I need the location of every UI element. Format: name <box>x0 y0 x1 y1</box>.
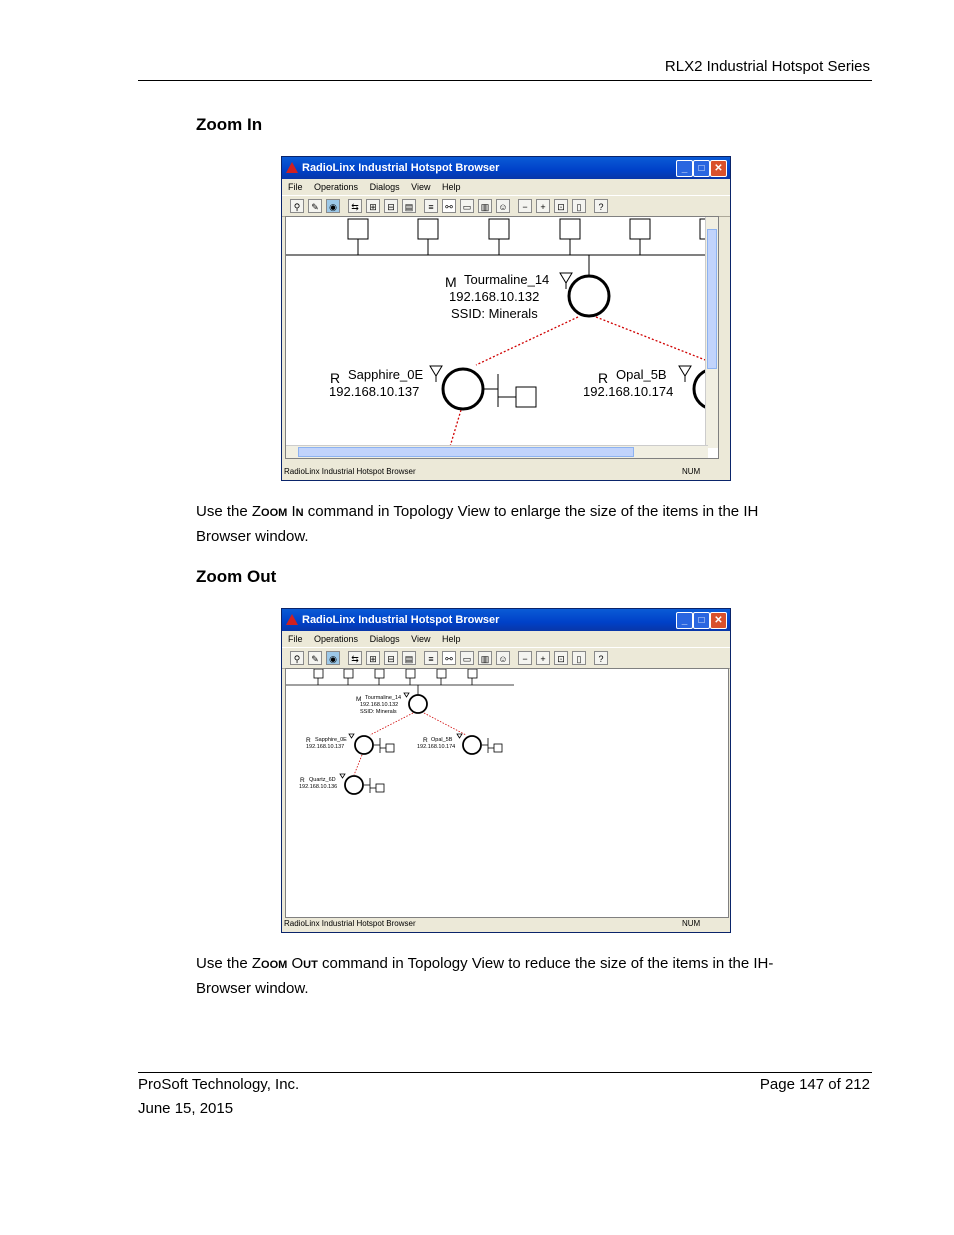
window-title: RadioLinx Industrial Hotspot Browser <box>302 162 500 174</box>
users-icon[interactable]: ☺ <box>496 199 510 213</box>
devices-icon[interactable]: ⊟ <box>384 199 398 213</box>
status-text: RadioLinx Industrial Hotspot Browser <box>284 467 416 476</box>
connect-icon[interactable]: ⇆ <box>348 199 362 213</box>
app-icon <box>286 614 298 625</box>
window-title-bar <box>282 157 730 179</box>
vertical-scroll-thumb[interactable] <box>707 229 717 369</box>
menu-operations[interactable]: Operations <box>314 182 359 192</box>
find-icon[interactable]: ⚲ <box>290 199 304 213</box>
network-icon[interactable]: ⊞ <box>366 651 380 665</box>
zoom-in-para-suffix: command in Topology View to enlarge the size of the items in the IH <box>303 503 759 520</box>
master-ip-small: 192.168.10.132 <box>360 702 399 708</box>
footer-company: ProSoft Technology, Inc. <box>138 1076 300 1093</box>
zoom-in-icon[interactable]: + <box>536 199 550 213</box>
zoom-in-window <box>281 156 731 481</box>
horizontal-scroll-thumb[interactable] <box>298 447 634 457</box>
zoom-in-cmd-i: I <box>291 503 296 520</box>
menu-view[interactable]: View <box>411 182 431 192</box>
zoom-out-cmd-ut: UT <box>303 959 318 971</box>
wand-icon[interactable]: ✎ <box>308 651 322 665</box>
help-icon[interactable]: ? <box>594 199 608 213</box>
toolbar <box>282 195 730 217</box>
minimize-button[interactable]: _ <box>676 160 693 177</box>
zoom-in-cmd-n: N <box>295 507 304 519</box>
status-text: RadioLinx Industrial Hotspot Browser <box>284 919 416 928</box>
repeater2-role: R <box>598 370 609 386</box>
repeater3-ip-small: 192.168.10.136 <box>299 784 338 790</box>
repeater1-role-small: R <box>306 737 311 744</box>
status-num: NUM <box>682 467 701 476</box>
zoom-in-paragraph <box>196 500 816 549</box>
repeater1-role: R <box>330 370 341 386</box>
repeater2-ip-small: 192.168.10.174 <box>417 744 456 750</box>
maximize-button[interactable]: □ <box>693 612 710 629</box>
zoom-out-icon[interactable]: − <box>518 199 532 213</box>
window-title: RadioLinx Industrial Hotspot Browser <box>302 614 500 626</box>
master-name-small: Tourmaline_14 <box>365 695 402 701</box>
menu-file[interactable]: File <box>288 182 303 192</box>
horizontal-scrollbar[interactable] <box>286 445 708 458</box>
zoom-in-heading: Zoom In <box>196 115 263 134</box>
zoom-in-cmd-z: Z <box>251 503 262 520</box>
zoom-out-cmd-o: O <box>291 955 304 972</box>
devices-icon[interactable]: ⊟ <box>384 651 398 665</box>
radio-icon[interactable]: ◉ <box>326 651 340 665</box>
zoom-out-icon[interactable]: − <box>518 651 532 665</box>
network-icon[interactable]: ⊞ <box>366 199 380 213</box>
repeater3-role-small: R <box>300 777 305 784</box>
list-view-icon[interactable]: ≡ <box>424 651 438 665</box>
topology-canvas-zoomed-in[interactable] <box>285 216 719 459</box>
repeater2-role-small: R <box>423 737 428 744</box>
fit-icon[interactable]: ⊡ <box>554 199 568 213</box>
zoom-in-cmd-oom: OOM <box>261 507 288 519</box>
repeater1-name-small: Sapphire_0E <box>315 737 347 743</box>
monitor-icon[interactable]: ▭ <box>460 199 474 213</box>
document-icon[interactable]: ▯ <box>572 651 586 665</box>
help-icon[interactable]: ? <box>594 651 608 665</box>
minimize-button[interactable]: _ <box>676 612 693 629</box>
topology-diagram-small <box>286 669 729 918</box>
app-icon <box>286 162 298 173</box>
master-ssid-small: SSID: Minerals <box>360 709 397 715</box>
repeater2-name: Opal_5B <box>616 367 667 382</box>
close-button[interactable]: ✕ <box>710 160 727 177</box>
menu-file[interactable]: File <box>288 634 303 644</box>
menu-dialogs[interactable]: Dialogs <box>369 182 400 192</box>
chart-icon[interactable]: ▥ <box>478 199 492 213</box>
zoom-out-para-line2: Browser window. <box>196 980 309 997</box>
zoom-in-para-line2: Browser window. <box>196 528 309 545</box>
master-ip: 192.168.10.132 <box>449 289 540 304</box>
document-icon[interactable]: ▯ <box>572 199 586 213</box>
radio-icon[interactable]: ◉ <box>326 199 340 213</box>
repeater2-name-small: Opal_5B <box>431 737 453 743</box>
footer-page: Page 147 of 212 <box>759 1076 870 1093</box>
repeater3-name-small: Quartz_6D <box>309 777 336 783</box>
topology-view-icon[interactable]: ⚯ <box>442 651 456 665</box>
vertical-scrollbar[interactable] <box>705 217 718 448</box>
repeater1-ip: 192.168.10.137 <box>329 384 420 399</box>
toolbar <box>282 647 730 669</box>
list-view-icon[interactable]: ≡ <box>424 199 438 213</box>
topology-diagram <box>286 217 719 459</box>
menu-operations[interactable]: Operations <box>314 634 359 644</box>
zoom-out-para-prefix: Use the <box>196 955 252 972</box>
users-icon[interactable]: ☺ <box>496 651 510 665</box>
menu-bar <box>282 179 730 195</box>
zoom-out-paragraph <box>196 952 816 1001</box>
footer-date: June 15, 2015 <box>138 1100 234 1117</box>
master-role-small: M <box>356 696 362 703</box>
repeater1-ip-small: 192.168.10.137 <box>306 744 345 750</box>
properties-icon[interactable]: ▤ <box>402 651 416 665</box>
status-bar <box>284 918 728 930</box>
menu-view[interactable]: View <box>411 634 431 644</box>
window-title-bar <box>282 609 730 631</box>
properties-icon[interactable]: ▤ <box>402 199 416 213</box>
close-button[interactable]: ✕ <box>710 612 727 629</box>
menu-help[interactable]: Help <box>441 182 461 192</box>
zoom-in-icon[interactable]: + <box>536 651 550 665</box>
zoom-out-heading: Zoom Out <box>196 567 277 586</box>
repeater1-name: Sapphire_0E <box>348 367 424 382</box>
chart-icon[interactable]: ▥ <box>478 651 492 665</box>
menu-dialogs[interactable]: Dialogs <box>369 634 400 644</box>
zoom-out-cmd-z: Z <box>251 955 262 972</box>
master-ssid: SSID: Minerals <box>451 306 538 321</box>
zoom-out-window <box>281 608 731 933</box>
repeater2-ip: 192.168.10.174 <box>583 384 674 399</box>
master-role: M <box>445 274 457 290</box>
footer-rule <box>138 1072 872 1073</box>
header-rule <box>138 80 872 81</box>
header-series: RLX2 Industrial Hotspot Series <box>664 58 870 75</box>
monitor-icon[interactable]: ▭ <box>460 651 474 665</box>
zoom-in-para-prefix: Use the <box>196 503 252 520</box>
maximize-button[interactable]: □ <box>693 160 710 177</box>
zoom-out-para-suffix: command in Topology View to reduce the size of the items in the IH- <box>317 955 774 972</box>
topology-view-icon[interactable]: ⚯ <box>442 199 456 213</box>
status-num: NUM <box>682 919 701 928</box>
menu-bar <box>282 631 730 647</box>
find-icon[interactable]: ⚲ <box>290 651 304 665</box>
wand-icon[interactable]: ✎ <box>308 199 322 213</box>
connect-icon[interactable]: ⇆ <box>348 651 362 665</box>
fit-icon[interactable]: ⊡ <box>554 651 568 665</box>
topology-canvas-zoomed-out[interactable] <box>285 668 729 918</box>
master-name: Tourmaline_14 <box>464 272 550 287</box>
menu-help[interactable]: Help <box>441 634 461 644</box>
status-bar <box>284 466 728 478</box>
zoom-out-cmd-oom: OOM <box>261 959 288 971</box>
